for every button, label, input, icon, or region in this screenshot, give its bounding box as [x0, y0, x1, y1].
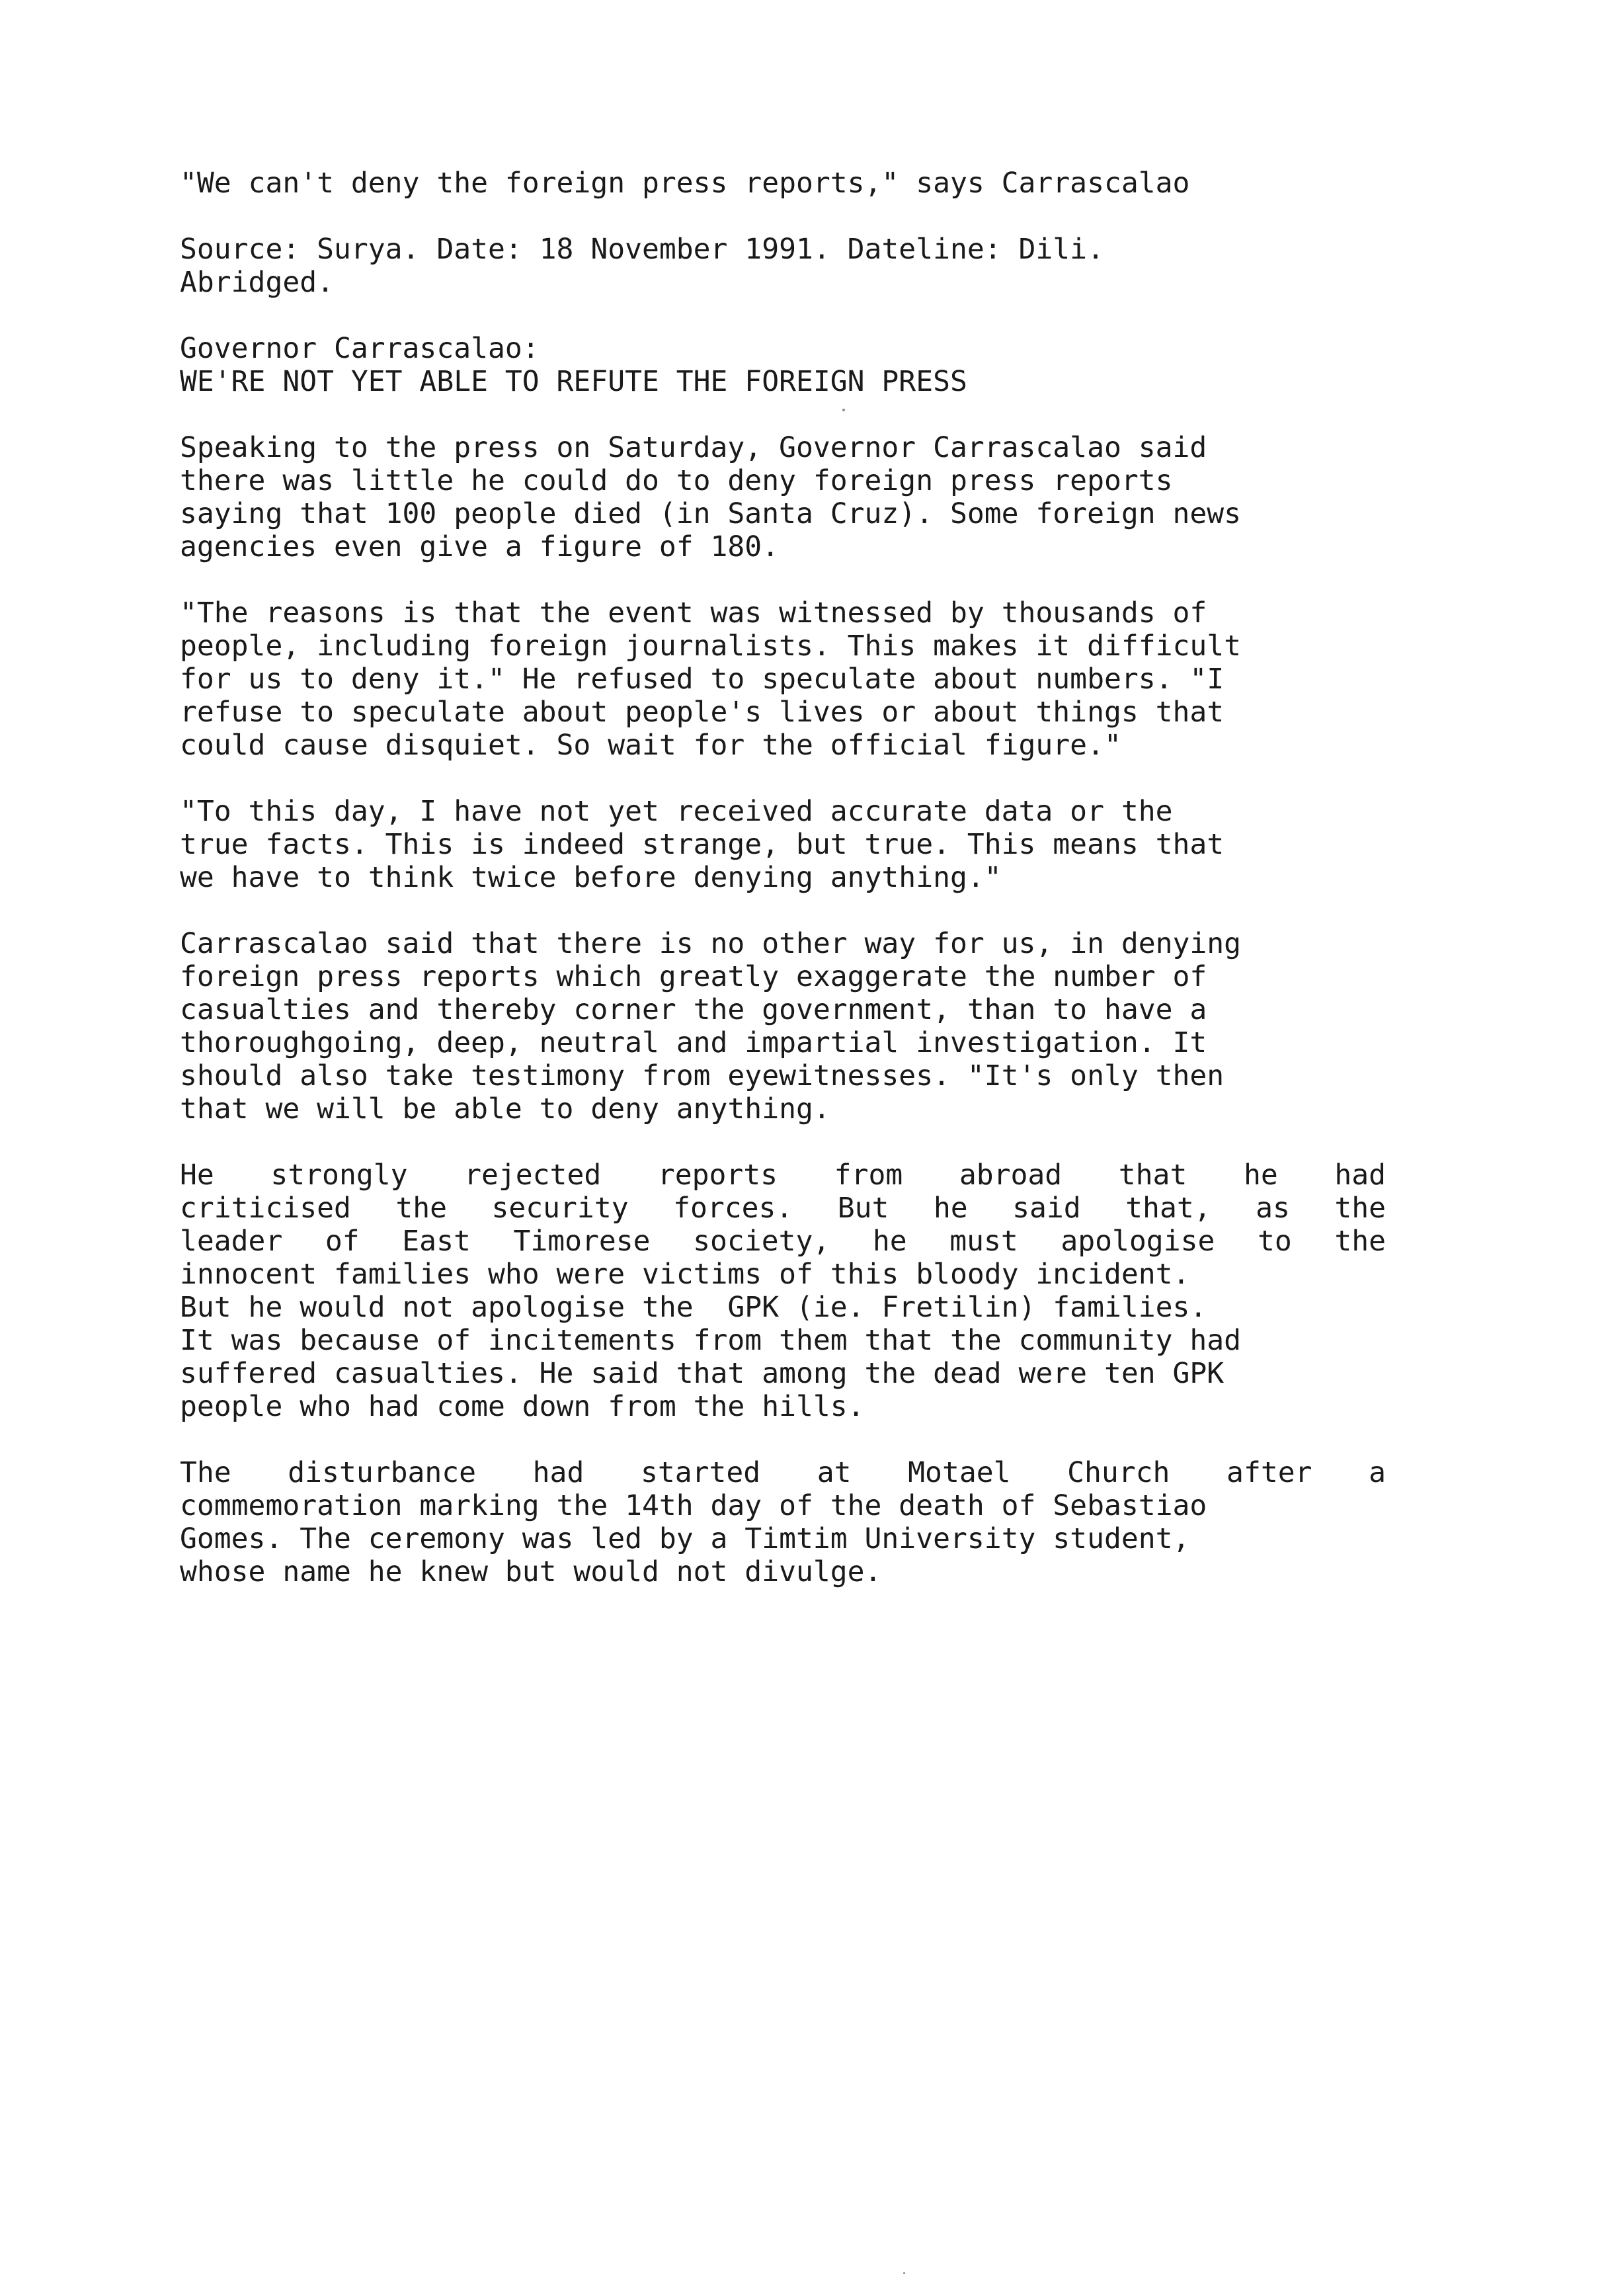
paragraph-line: casualties and thereby corner the government, than to have a: [180, 993, 1207, 1026]
paragraph-line: agencies even give a figure of 180.: [180, 530, 780, 563]
paragraph-line: It was because of incitements from them that the community had: [180, 1324, 1242, 1357]
headline-block: [180, 167, 1386, 200]
paragraph-line: But he would not apologise the GPK (ie. Fretilin) families.: [180, 1291, 1207, 1324]
article-title-line: Governor Carrascalao:: [180, 332, 540, 365]
paragraph-line: commemoration marking the 14th day of the death of Sebastiao: [180, 1489, 1207, 1522]
paragraph-line: true facts. This is indeed strange, but true. This means that: [180, 828, 1225, 861]
source-line: Abridged.: [180, 266, 334, 299]
paragraph-line: refuse to speculate about people's lives or about things that: [180, 696, 1225, 729]
paragraph: [180, 596, 1386, 762]
headline: "We can't deny the foreign press reports," says Carrascalao: [180, 167, 1190, 200]
scan-speck: [842, 409, 845, 411]
paragraph-line: The disturbance had started at Motael Church after a: [180, 1456, 1386, 1489]
paragraph-line: "The reasons is that the event was witnessed by thousands of: [180, 596, 1207, 630]
source-info: [180, 233, 1386, 299]
paragraph: [180, 1456, 1386, 1588]
paragraph-line: innocent families who were victims of this bloody incident.: [180, 1258, 1190, 1291]
paragraph-line: "To this day, I have not yet received accurate data or the: [180, 795, 1173, 828]
paragraph-line: there was little he could do to deny foreign press reports: [180, 464, 1173, 497]
paragraph-line: Speaking to the press on Saturday, Governor Carrascalao said: [180, 431, 1207, 464]
paragraph-line: suffered casualties. He said that among the dead were ten GPK: [180, 1357, 1225, 1390]
paragraph: [180, 431, 1386, 563]
paragraph-line: should also take testimony from eyewitnesses. "It's only then: [180, 1059, 1225, 1092]
paragraph-line: for us to deny it." He refused to speculate about numbers. "I: [180, 663, 1225, 696]
article-title-line: WE'RE NOT YET ABLE TO REFUTE THE FOREIGN PRESS: [180, 365, 967, 398]
paragraph-line: foreign press reports which greatly exaggerate the number of: [180, 960, 1207, 993]
paragraph-line: people who had come down from the hills.: [180, 1390, 865, 1423]
paragraph: [180, 1159, 1386, 1423]
paragraph-line: could cause disquiet. So wait for the official figure.": [180, 729, 1121, 762]
paragraph: [180, 795, 1386, 894]
source-line: Source: Surya. Date: 18 November 1991. Dateline: Dili.: [180, 233, 1104, 266]
paragraph-line: criticised the security forces. But he said that, as the: [180, 1192, 1386, 1225]
paragraph-line: that we will be able to deny anything.: [180, 1092, 830, 1126]
scan-speck: [903, 2272, 905, 2274]
paragraph-line: Carrascalao said that there is no other way for us, in denying: [180, 927, 1242, 960]
article-title-block: [180, 332, 1386, 398]
paragraph-line: saying that 100 people died (in Santa Cruz). Some foreign news: [180, 497, 1242, 530]
article: [180, 167, 1386, 1621]
paragraph-line: He strongly rejected reports from abroad that he had: [180, 1159, 1386, 1192]
paragraph: [180, 927, 1386, 1126]
paragraph-line: we have to think twice before denying anything.": [180, 861, 1002, 894]
paragraph-line: leader of East Timorese society, he must apologise to the: [180, 1225, 1386, 1258]
paragraph-line: Gomes. The ceremony was led by a Timtim University student,: [180, 1522, 1190, 1555]
paragraph-line: people, including foreign journalists. This makes it difficult: [180, 630, 1242, 663]
paragraph-line: thoroughgoing, deep, neutral and impartial investigation. It: [180, 1026, 1207, 1059]
paragraph-line: whose name he knew but would not divulge.: [180, 1555, 882, 1588]
